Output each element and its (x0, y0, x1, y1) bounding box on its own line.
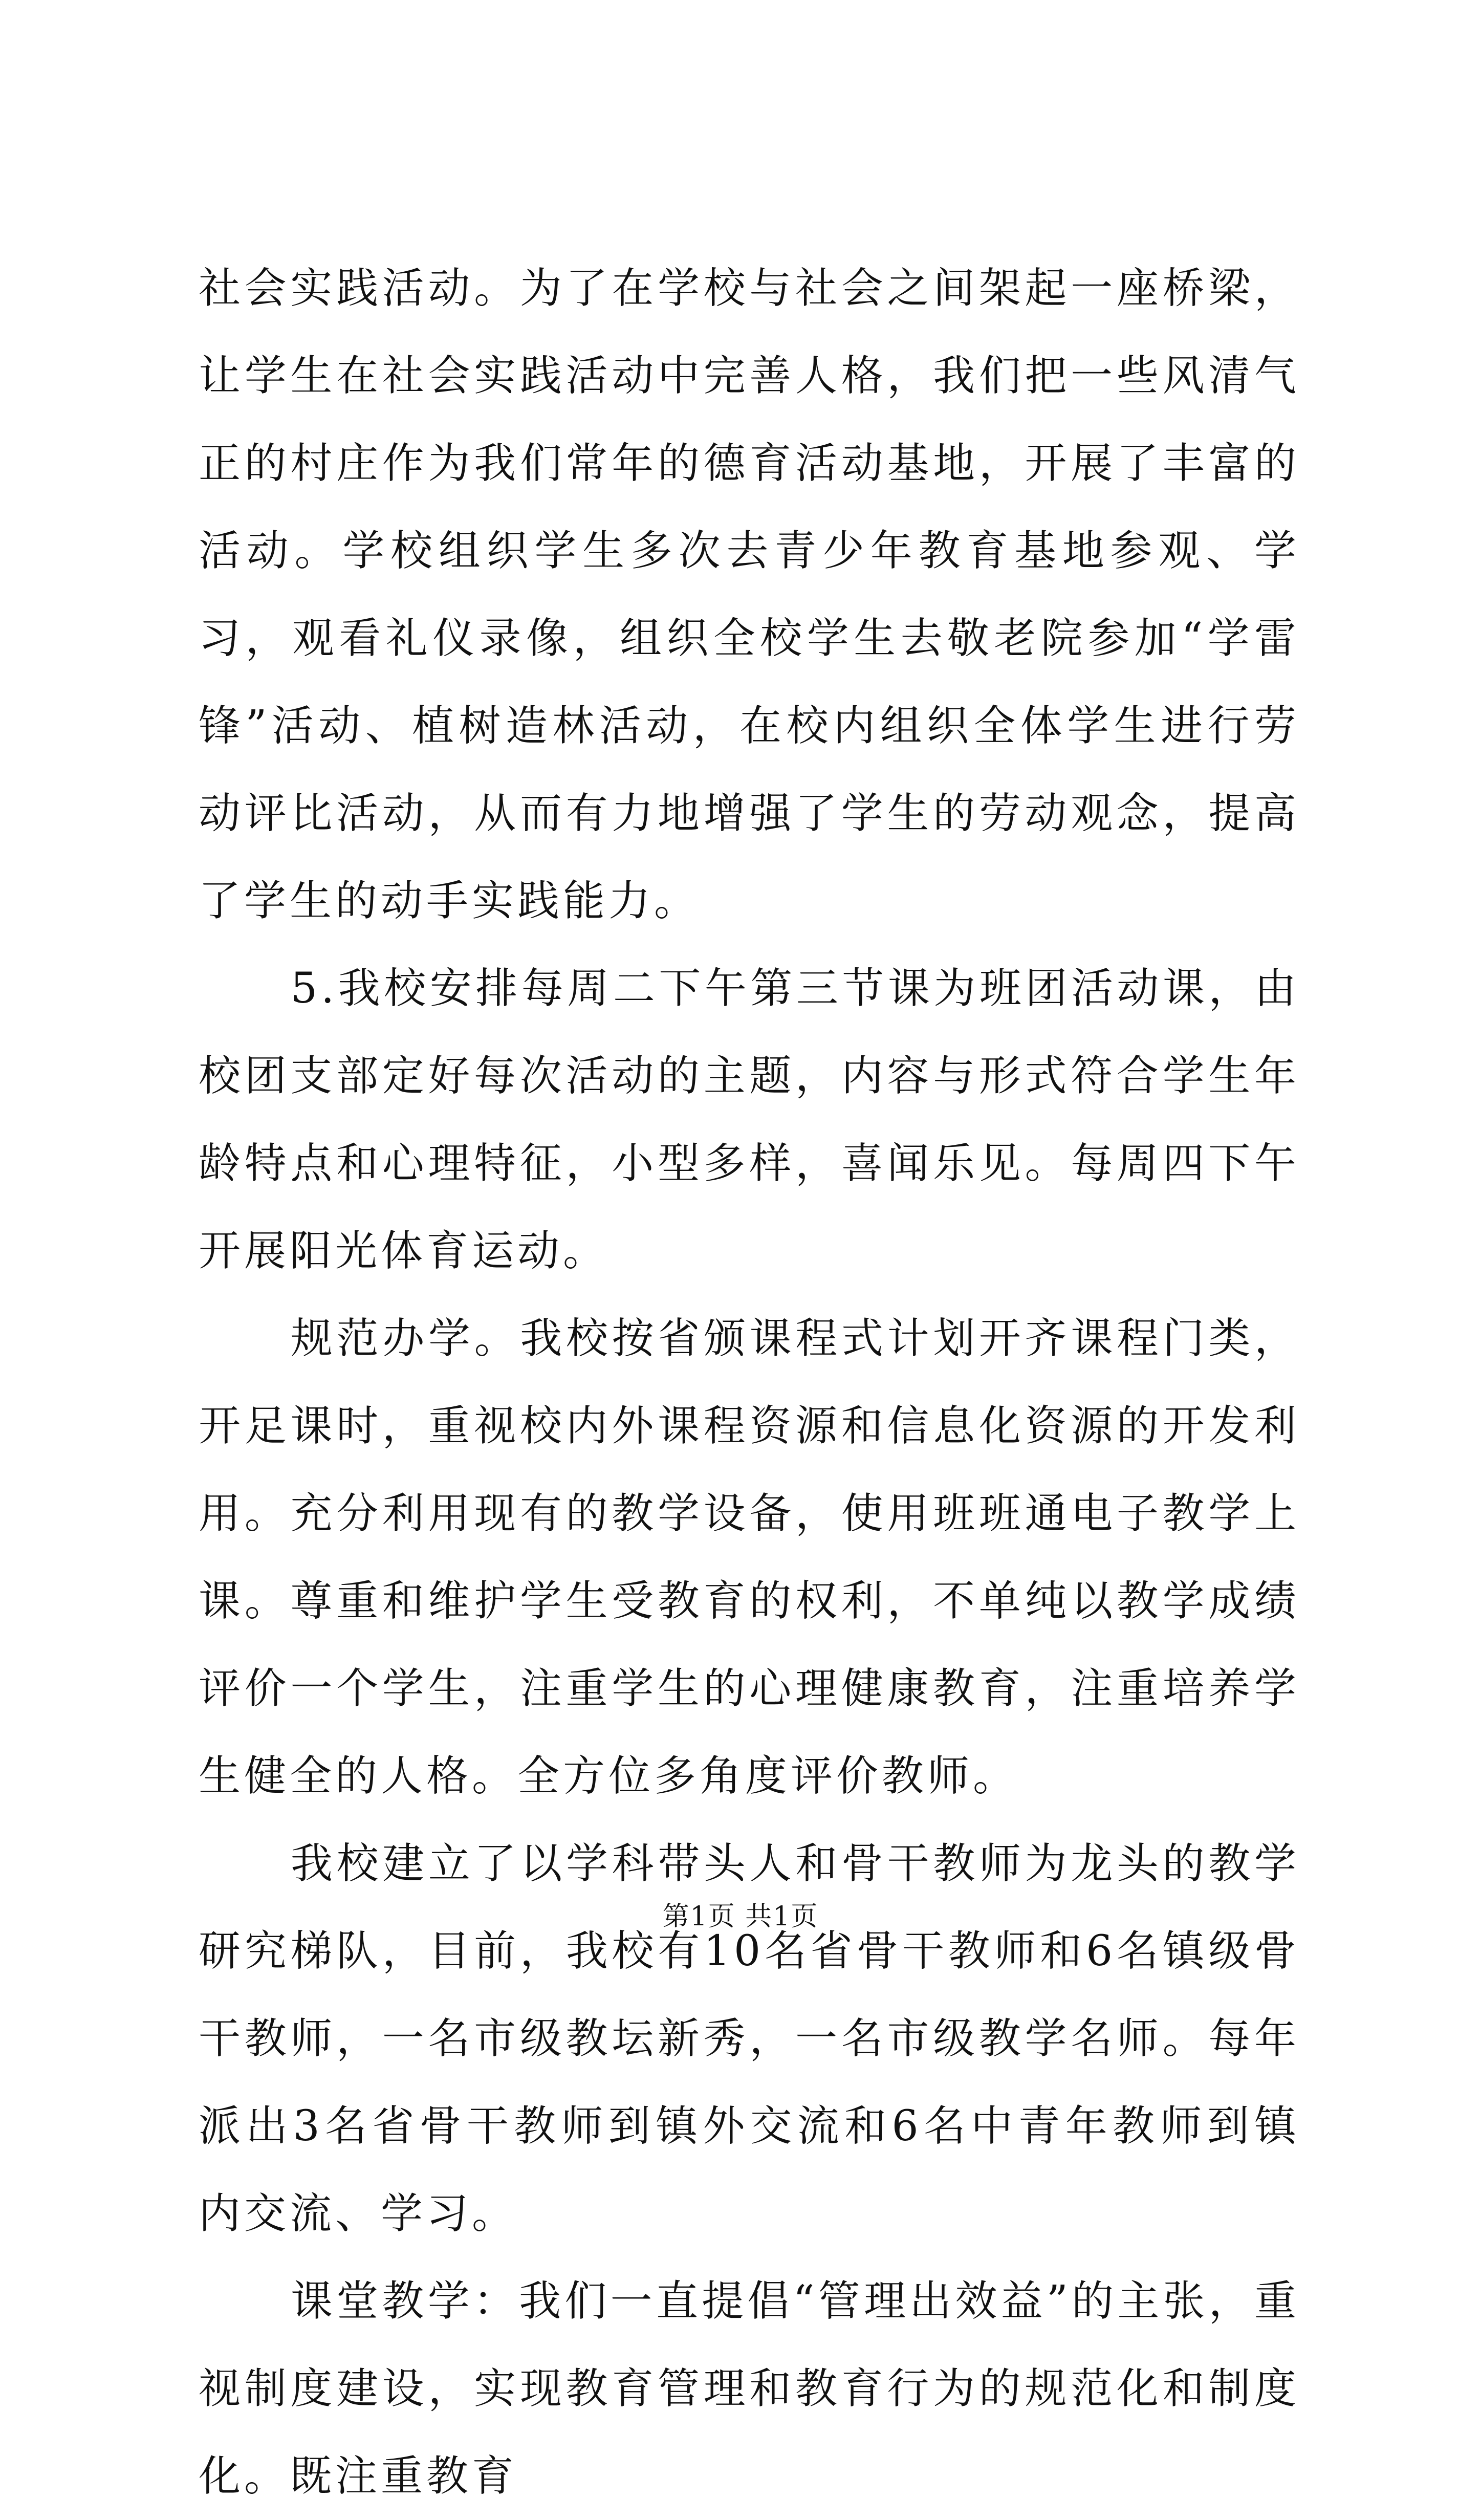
page-footer: 第1页 共1页 (662, 1901, 819, 1932)
paragraph-classroom-teaching: 课堂教学：我们一直提倡“管理出效益”的主张，重视制度建设，实现教育管理和教育行为的规范化和制度化。既注重教育 (199, 2277, 1300, 2501)
paragraph-standard-schooling: 规范办学。我校按省颁课程式计划开齐课程门类，开足课时，重视校内外课程资源和信息化资源的开发利用。充分利用现有的教学设备，使用班班通电子教学上课。尊重和维护学生受教育的权利，不单纯以教学成绩评价一个学生，注重学生的心理健康教育，注重培养学生健全的人格。全方位多角度评价教师。 (199, 1314, 1300, 1800)
paragraph-social-practice: 社会实践活动。为了在学校与社会之间架起一座桥梁，让学生在社会实践活动中完善人格，我们把一些风清气正的村庄作为我们常年的德育活动基地，开展了丰富的活动。学校组织学生多次去青少年教育基地参观、学习，观看礼仪录像，组织全校学生去敬老院参加“学雷锋”活动、植树造林活动，在校内组织全体学生进行劳动评比活动，从而有力地增强了学生的劳动观念，提高了学生的动手实践能力。 (199, 264, 1300, 925)
paragraph-class-activities: 5.我校安排每周二下午第三节课为班团活动课，由校团支部定好每次活动的主题，内容与形式符合学生年龄特点和心理特征，小型多样，喜闻乐见。每周四下午开展阳光体育运动。 (199, 964, 1300, 1275)
document-body (199, 245, 1300, 2520)
paragraph-teaching-team: 我校建立了以学科带头人和骨干教师为龙头的教学研究梯队，目前，我校有10名省骨干教师和6名镇级骨干教师，一名市级教坛新秀，一名市级教学名师。每年派出3名省骨干教师到镇外交流和6名中青年教师到镇内交流、学习。 (199, 1839, 1300, 2238)
